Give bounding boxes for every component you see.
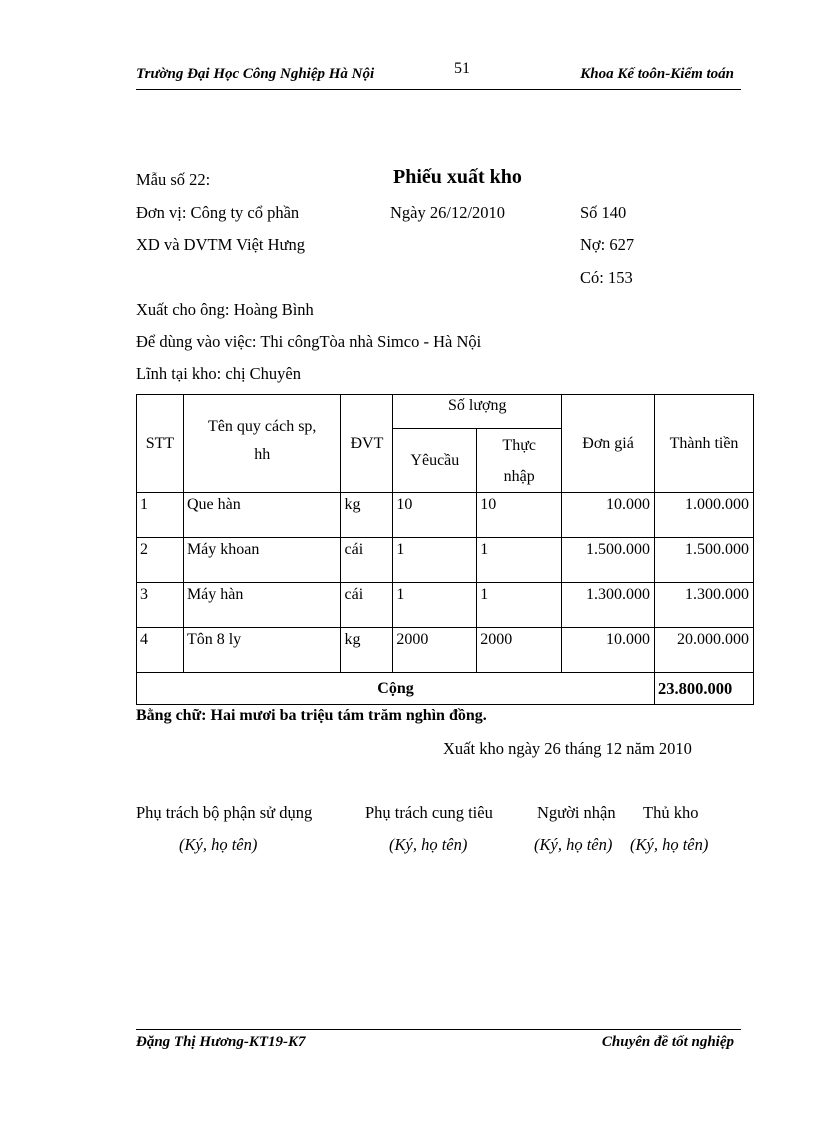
row-price: 10.000 bbox=[562, 628, 655, 673]
header-rule bbox=[136, 89, 741, 90]
signature-receiver: Người nhận bbox=[537, 803, 616, 822]
header-actual-line1: Thực bbox=[502, 436, 536, 454]
warehouse: Lĩnh tại kho: chị Chuyên bbox=[136, 364, 301, 383]
signature-storekeeper: Thủ kho bbox=[643, 803, 699, 822]
header-school: Trường Đại Học Công Nghiệp Hà Nội bbox=[136, 66, 375, 82]
header-quantity: Số lượng bbox=[393, 395, 562, 429]
row-unit: cái bbox=[341, 583, 393, 628]
unit-line2: XD và DVTM Việt Hưng bbox=[136, 235, 305, 254]
row-unit: kg bbox=[341, 493, 393, 538]
issued-to: Xuất cho ông: Hoàng Bình bbox=[136, 300, 314, 319]
header-amount: Thành tiền bbox=[655, 395, 754, 493]
table-row bbox=[137, 628, 754, 673]
header-actual bbox=[477, 429, 562, 493]
header-price: Đơn giá bbox=[562, 395, 655, 493]
signature-note-4: (Ký, họ tên) bbox=[630, 835, 709, 854]
signature-note-2: (Ký, họ tên) bbox=[389, 835, 468, 854]
header-faculty: Khoa Kế toôn-Kiểm toán bbox=[580, 66, 734, 82]
page-number: 51 bbox=[454, 60, 470, 77]
row-actual: 10 bbox=[477, 493, 562, 538]
table-row bbox=[137, 538, 754, 583]
footer-rule bbox=[136, 1029, 741, 1030]
row-amount: 1.000.000 bbox=[655, 493, 754, 538]
table-row bbox=[137, 493, 754, 538]
unit-line1: Đơn vị: Công ty cổ phần bbox=[136, 203, 300, 222]
header-stt: STT bbox=[137, 395, 184, 493]
signature-dept-head: Phụ trách bộ phận sử dụng bbox=[136, 803, 313, 822]
row-actual: 2000 bbox=[477, 628, 562, 673]
row-name: Máy khoan bbox=[183, 538, 341, 583]
purpose: Để dùng vào việc: Thi côngTòa nhà Simco - Hà Nội bbox=[136, 332, 482, 351]
row-price: 1.500.000 bbox=[562, 538, 655, 583]
header-name-line1: Tên quy cách sp, bbox=[208, 417, 317, 435]
items-table bbox=[136, 394, 754, 705]
footer-title: Chuyên đề tốt nghiệp bbox=[601, 1034, 734, 1050]
form-number: Mẫu số 22: bbox=[136, 170, 211, 189]
form-title: Phiếu xuất kho bbox=[393, 166, 522, 188]
total-row bbox=[137, 673, 754, 705]
debit-account: Nợ: 627 bbox=[580, 235, 635, 254]
row-stt: 2 bbox=[137, 538, 184, 583]
amount-in-words: Bằng chữ: Hai mươi ba triệu tám trăm nghìn đồng. bbox=[136, 707, 487, 724]
row-requested: 1 bbox=[393, 538, 477, 583]
signature-note-1: (Ký, họ tên) bbox=[179, 835, 258, 854]
header-requested: Yêucầu bbox=[393, 429, 477, 493]
row-unit: cái bbox=[341, 538, 393, 583]
row-stt: 1 bbox=[137, 493, 184, 538]
row-requested: 2000 bbox=[393, 628, 477, 673]
row-price: 10.000 bbox=[562, 493, 655, 538]
row-name: Máy hàn bbox=[183, 583, 341, 628]
row-requested: 10 bbox=[393, 493, 477, 538]
header-name bbox=[183, 395, 341, 493]
signature-supply-head: Phụ trách cung tiêu bbox=[365, 803, 493, 822]
row-stt: 4 bbox=[137, 628, 184, 673]
row-unit: kg bbox=[341, 628, 393, 673]
row-amount: 1.300.000 bbox=[655, 583, 754, 628]
voucher-number: Số 140 bbox=[580, 203, 627, 222]
header-actual-line2: nhập bbox=[503, 467, 535, 485]
row-amount: 20.000.000 bbox=[655, 628, 754, 673]
row-stt: 3 bbox=[137, 583, 184, 628]
row-price: 1.300.000 bbox=[562, 583, 655, 628]
table-row bbox=[137, 583, 754, 628]
row-amount: 1.500.000 bbox=[655, 538, 754, 583]
footer-author: Đặng Thị Hương-KT19-K7 bbox=[136, 1034, 306, 1050]
header-unit: ĐVT bbox=[341, 395, 393, 493]
issue-date-line: Xuất kho ngày 26 tháng 12 năm 2010 bbox=[443, 739, 692, 758]
credit-account: Có: 153 bbox=[580, 268, 633, 287]
row-actual: 1 bbox=[477, 583, 562, 628]
issue-date-header: Ngày 26/12/2010 bbox=[390, 203, 506, 222]
total-label: Cộng bbox=[137, 673, 655, 705]
header-name-line2: hh bbox=[254, 445, 271, 463]
row-actual: 1 bbox=[477, 538, 562, 583]
row-name: Que hàn bbox=[183, 493, 341, 538]
total-amount: 23.800.000 bbox=[655, 673, 754, 705]
row-name: Tôn 8 ly bbox=[183, 628, 341, 673]
signature-note-3: (Ký, họ tên) bbox=[534, 835, 613, 854]
row-requested: 1 bbox=[393, 583, 477, 628]
